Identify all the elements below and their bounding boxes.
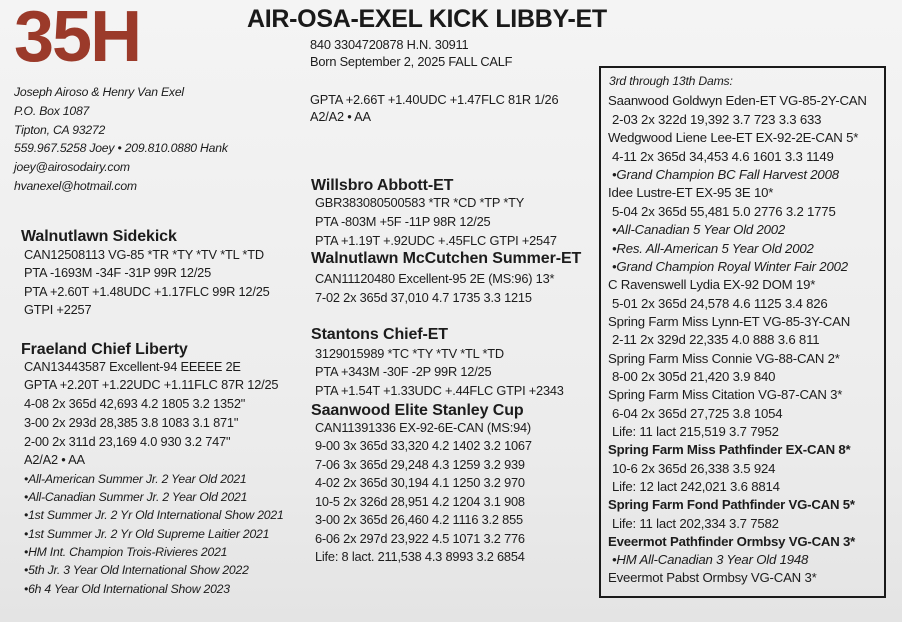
ancestor-record: 10-6 2x 365d 26,338 3.5 924 <box>612 461 776 476</box>
ancestor-name: Spring Farm Miss Citation VG-87-CAN 3* <box>608 387 843 402</box>
consignor-line: P.O. Box 1087 <box>14 104 90 118</box>
dam-record: 2-00 2x 311d 23,169 4.0 930 3.2 747" <box>24 434 231 449</box>
maternal-grandsire-line: PTA +343M -30F -2P 99R 12/25 <box>315 364 492 379</box>
maternal-granddam-line: CAN11391336 EX-92-6E-CAN (MS:94) <box>315 420 531 435</box>
ancestor-record: 5-04 2x 365d 55,481 5.0 2776 3.2 1775 <box>612 204 836 219</box>
animal-gpta: GPTA +2.66T +1.40UDC +1.47FLC 81R 1/26 <box>310 92 559 107</box>
maternal-grandsire-line: PTA +1.54T +1.33UDC +.44FLC GTPI +2343 <box>315 383 564 398</box>
dam-honor: •HM Int. Champion Trois-Rivieres 2021 <box>24 545 228 559</box>
ancestor-record: 2-03 2x 322d 19,392 3.7 723 3.3 633 <box>612 112 822 127</box>
ancestor-name: Spring Farm Miss Lynn-ET VG-85-3Y-CAN <box>608 314 851 329</box>
ancestor-name: C Ravenswell Lydia EX-92 DOM 19* <box>608 277 816 292</box>
ancestor-name: Spring Farm Miss Connie VG-88-CAN 2* <box>608 351 840 366</box>
paternal-grandsire-line: PTA +1.19T +.92UDC +.45FLC GTPI +2547 <box>315 233 557 248</box>
dam-name: Fraeland Chief Liberty <box>21 341 188 358</box>
ancestor-record: Life: 12 lact 242,021 3.6 8814 <box>612 479 780 494</box>
dam-genetics: A2/A2 • AA <box>24 452 85 467</box>
consignor-phone: 559.967.5258 Joey • 209.810.0880 Hank <box>14 141 228 155</box>
consignor-line: Tipton, CA 93272 <box>14 123 106 137</box>
dam-honor: •1st Summer Jr. 2 Yr Old International Show 2021 <box>24 508 284 522</box>
maternal-granddam-record: 10-5 2x 326d 28,951 4.2 1204 3.1 908 <box>315 494 525 509</box>
paternal-grandsire-line: GBR383080500583 *TR *CD *TP *TY <box>315 195 525 210</box>
sire-line: PTA -1693M -34F -31P 99R 12/25 <box>24 265 212 280</box>
animal-ids: 840 3304720878 H.N. 30911 <box>310 37 469 52</box>
dam-honor: •5th Jr. 3 Year Old International Show 2022 <box>24 563 249 577</box>
dam-honor: •All-Canadian Summer Jr. 2 Year Old 2021 <box>24 490 248 504</box>
ancestor-name: Wedgwood Liene Lee-ET EX-92-2E-CAN 5* <box>608 130 859 145</box>
paternal-granddam-line: CAN11120480 Excellent-95 2E (MS:96) 13* <box>315 271 555 286</box>
maternal-granddam-lifetime: Life: 8 lact. 211,538 4.3 8993 3.2 6854 <box>315 549 525 564</box>
dam-record: 3-00 2x 293d 28,385 3.8 1083 3.1 871" <box>24 415 239 430</box>
maternal-grandsire-name: Stantons Chief-ET <box>311 326 448 343</box>
paternal-grandsire-line: PTA -803M +5F -11P 98R 12/25 <box>315 214 491 229</box>
sire-line: GTPI +2257 <box>24 302 92 317</box>
ancestor-record: 4-11 2x 365d 34,453 4.6 1601 3.3 1149 <box>612 149 834 164</box>
animal-name-title: AIR-OSA-EXEL KICK LIBBY-ET <box>247 5 607 33</box>
ancestor-record: Life: 11 lact 215,519 3.7 7952 <box>612 424 779 439</box>
ancestor-name: Idee Lustre-ET EX-95 3E 10* <box>608 185 774 200</box>
dam-honor: •All-American Summer Jr. 2 Year Old 2021 <box>24 472 247 486</box>
paternal-granddam-record: 7-02 2x 365d 37,010 4.7 1735 3.3 1215 <box>315 290 532 305</box>
consignor-email: joey@airosodairy.com <box>14 160 130 174</box>
ancestor-record: Life: 11 lact 202,334 3.7 7582 <box>612 516 779 531</box>
ancestor-record: 2-11 2x 329d 22,335 4.0 888 3.6 811 <box>612 332 820 347</box>
ancestor-name: Eveermot Pabst Ormbsy VG-CAN 3* <box>608 570 817 585</box>
consignor-line: Joseph Airoso & Henry Van Exel <box>14 85 184 99</box>
ancestor-honor: •Grand Champion Royal Winter Fair 2002 <box>612 259 848 274</box>
animal-genetics: A2/A2 • AA <box>310 109 371 124</box>
dam-record: 4-08 2x 365d 42,693 4.2 1805 3.2 1352" <box>24 396 246 411</box>
ancestor-record: 6-04 2x 365d 27,725 3.8 1054 <box>612 406 783 421</box>
maternal-granddam-record: 9-00 3x 365d 33,320 4.2 1402 3.2 1067 <box>315 438 532 453</box>
paternal-grandsire-name: Willsbro Abbott-ET <box>311 177 454 194</box>
ancestor-honor: •Grand Champion BC Fall Harvest 2008 <box>612 167 839 182</box>
consignor-email: hvanexel@hotmail.com <box>14 179 137 193</box>
ancestor-name: Spring Farm Fond Pathfinder VG-CAN 5* <box>608 497 855 512</box>
ancestor-name: Saanwood Goldwyn Eden-ET VG-85-2Y-CAN <box>608 93 867 108</box>
maternal-granddam-name: Saanwood Elite Stanley Cup <box>311 402 524 419</box>
ancestor-honor: •Res. All-American 5 Year Old 2002 <box>612 241 814 256</box>
dams-box-heading: 3rd through 13th Dams: <box>609 74 733 88</box>
dam-honor: •1st Summer Jr. 2 Yr Old Supreme Laitier 2021 <box>24 527 270 541</box>
maternal-granddam-record: 7-06 3x 365d 29,248 4.3 1259 3.2 939 <box>315 457 525 472</box>
maternal-granddam-record: 4-02 2x 365d 30,194 4.1 1250 3.2 970 <box>315 475 525 490</box>
ancestor-record: 5-01 2x 365d 24,578 4.6 1125 3.4 826 <box>612 296 828 311</box>
ancestor-name: Eveermot Pathfinder Ormbsy VG-CAN 3* <box>608 534 856 549</box>
ancestor-honor: •HM All-Canadian 3 Year Old 1948 <box>612 552 809 567</box>
ancestor-record: 8-00 2x 305d 21,420 3.9 840 <box>612 369 776 384</box>
ancestor-honor: •All-Canadian 5 Year Old 2002 <box>612 222 786 237</box>
ancestor-name: Spring Farm Miss Pathfinder EX-CAN 8* <box>608 442 851 457</box>
dam-honor: •6h 4 Year Old International Show 2023 <box>24 582 230 596</box>
sire-line: PTA +2.60T +1.48UDC +1.17FLC 99R 12/25 <box>24 284 270 299</box>
maternal-grandsire-line: 3129015989 *TC *TY *TV *TL *TD <box>315 346 504 361</box>
paternal-granddam-name: Walnutlawn McCutchen Summer-ET <box>311 250 582 267</box>
animal-born: Born September 2, 2025 FALL CALF <box>310 54 513 69</box>
maternal-granddam-record: 3-00 2x 365d 26,460 4.2 1116 3.2 855 <box>315 512 523 527</box>
sire-name: Walnutlawn Sidekick <box>21 228 177 245</box>
dam-line: GPTA +2.20T +1.22UDC +1.11FLC 87R 12/25 <box>24 377 279 392</box>
lot-number: 35H <box>14 0 141 77</box>
dam-line: CAN13443587 Excellent-94 EEEEE 2E <box>24 359 241 374</box>
sire-line: CAN12508113 VG-85 *TR *TY *TV *TL *TD <box>24 247 264 262</box>
maternal-granddam-record: 6-06 2x 297d 23,922 4.5 1071 3.2 776 <box>315 531 525 546</box>
